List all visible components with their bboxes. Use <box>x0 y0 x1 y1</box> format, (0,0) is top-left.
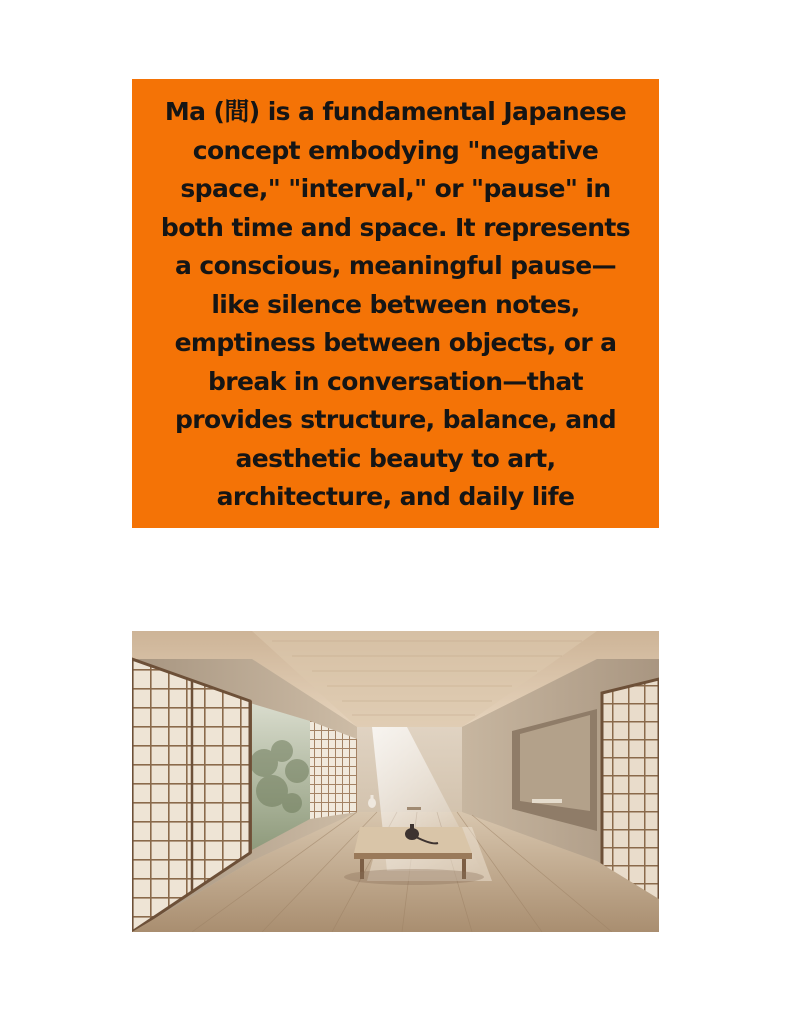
description-line: emptiness between objects, or a <box>174 328 617 357</box>
description-line: space," "interval," or "pause" in <box>180 174 611 203</box>
japanese-room-image <box>132 631 659 932</box>
description-line: architecture, and daily life <box>216 482 575 511</box>
description-line: Ma (間) is a fundamental Japanese <box>164 97 627 126</box>
description-line: like silence between notes, <box>211 289 580 319</box>
description-line: concept embodying "negative <box>192 135 599 165</box>
description-line: aesthetic beauty to art, <box>235 443 556 473</box>
japanese-room-illustration <box>132 631 659 932</box>
description-line: break in conversation—that <box>207 366 584 396</box>
description-line: a conscious, meaningful pause— <box>175 251 616 280</box>
description-text-box <box>132 79 659 528</box>
description-line: provides structure, balance, and <box>174 405 617 434</box>
description-line: both time and space. It represents <box>160 212 631 242</box>
